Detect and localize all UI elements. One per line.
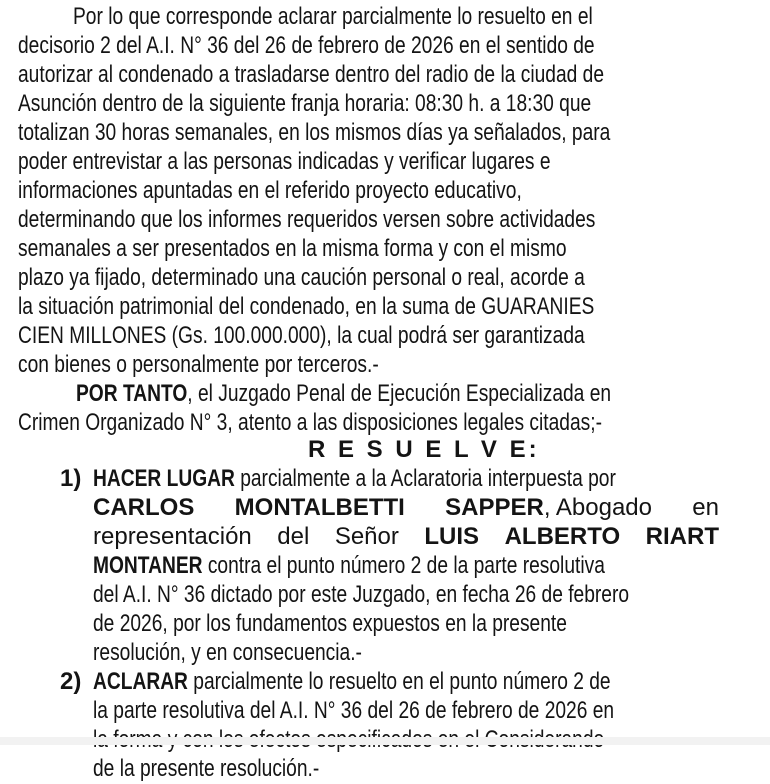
text-line: la parte resolutiva del A.I. N° 36 del 26 de febrero de 2026 en — [93, 697, 615, 724]
text-line: CARLOS MONTALBETTI SAPPER, Abogado en — [93, 494, 719, 521]
page-bottom-edge — [0, 737, 770, 745]
text-line: poder entrevistar a las personas indicadas y verificar lugares e — [18, 148, 551, 175]
text-line: POR TANTO, el Juzgado Penal de Ejecución Especializada en — [76, 380, 612, 407]
text-line: Por lo que corresponde aclarar parcialmente lo resuelto en el — [73, 3, 593, 30]
text-line: plazo ya fijado, determinado una caución personal o real, acorde a — [18, 264, 585, 291]
text-line: ACLARAR parcialmente lo resuelto en el punto número 2 de — [93, 668, 611, 695]
text-line: de 2026, por los fundamentos expuestos en la presente — [93, 610, 567, 637]
text-line: Asunción dentro de la siguiente franja horaria: 08:30 h. a 18:30 que — [18, 90, 592, 117]
item-number: 2) — [60, 668, 82, 695]
text-line: de la presente resolución.- — [93, 755, 320, 782]
resuelve-heading: R E S U E L V E: — [308, 436, 540, 463]
item-number: 1) — [60, 465, 82, 492]
text-line: autorizar al condenado a trasladarse dentro del radio de la ciudad de — [18, 61, 604, 88]
text-line: resolución, y en consecuencia.- — [93, 639, 362, 666]
bold-lead: HACER LUGAR — [93, 465, 235, 492]
text-line: totalizan 30 horas semanales, en los mismos días ya señalados, para — [18, 119, 611, 146]
text-line: determinando que los informes requeridos versen sobre actividades — [18, 206, 596, 233]
text-line: la situación patrimonial del condenado, en la suma de GUARANIES — [18, 293, 595, 320]
bold-lead: ACLARAR — [93, 668, 188, 695]
text-line: Crimen Organizado N° 3, atento a las disposiciones legales citadas;- — [18, 409, 602, 436]
text-line: informaciones apuntadas en el referido proyecto educativo, — [18, 177, 522, 204]
text-line: semanales a ser presentados en la misma forma y con el mismo — [18, 235, 567, 262]
text-line: MONTANER contra el punto número 2 de la parte resolutiva — [93, 552, 605, 579]
bold-lead: POR TANTO — [76, 380, 188, 407]
text-line: representación del Señor LUIS ALBERTO RIART — [93, 523, 719, 550]
text-line: del A.I. N° 36 dictado por este Juzgado, en fecha 26 de febrero — [93, 581, 630, 608]
text-line: CIEN MILLONES (Gs. 100.000.000), la cual podrá ser garantizada — [18, 322, 585, 349]
text-line: HACER LUGAR parcialmente a la Aclaratoria interpuesta por — [93, 465, 616, 492]
text-line: con bienes o personalmente por terceros.- — [18, 351, 379, 378]
text-line: decisorio 2 del A.I. N° 36 del 26 de febrero de 2026 en el sentido de — [18, 32, 595, 59]
